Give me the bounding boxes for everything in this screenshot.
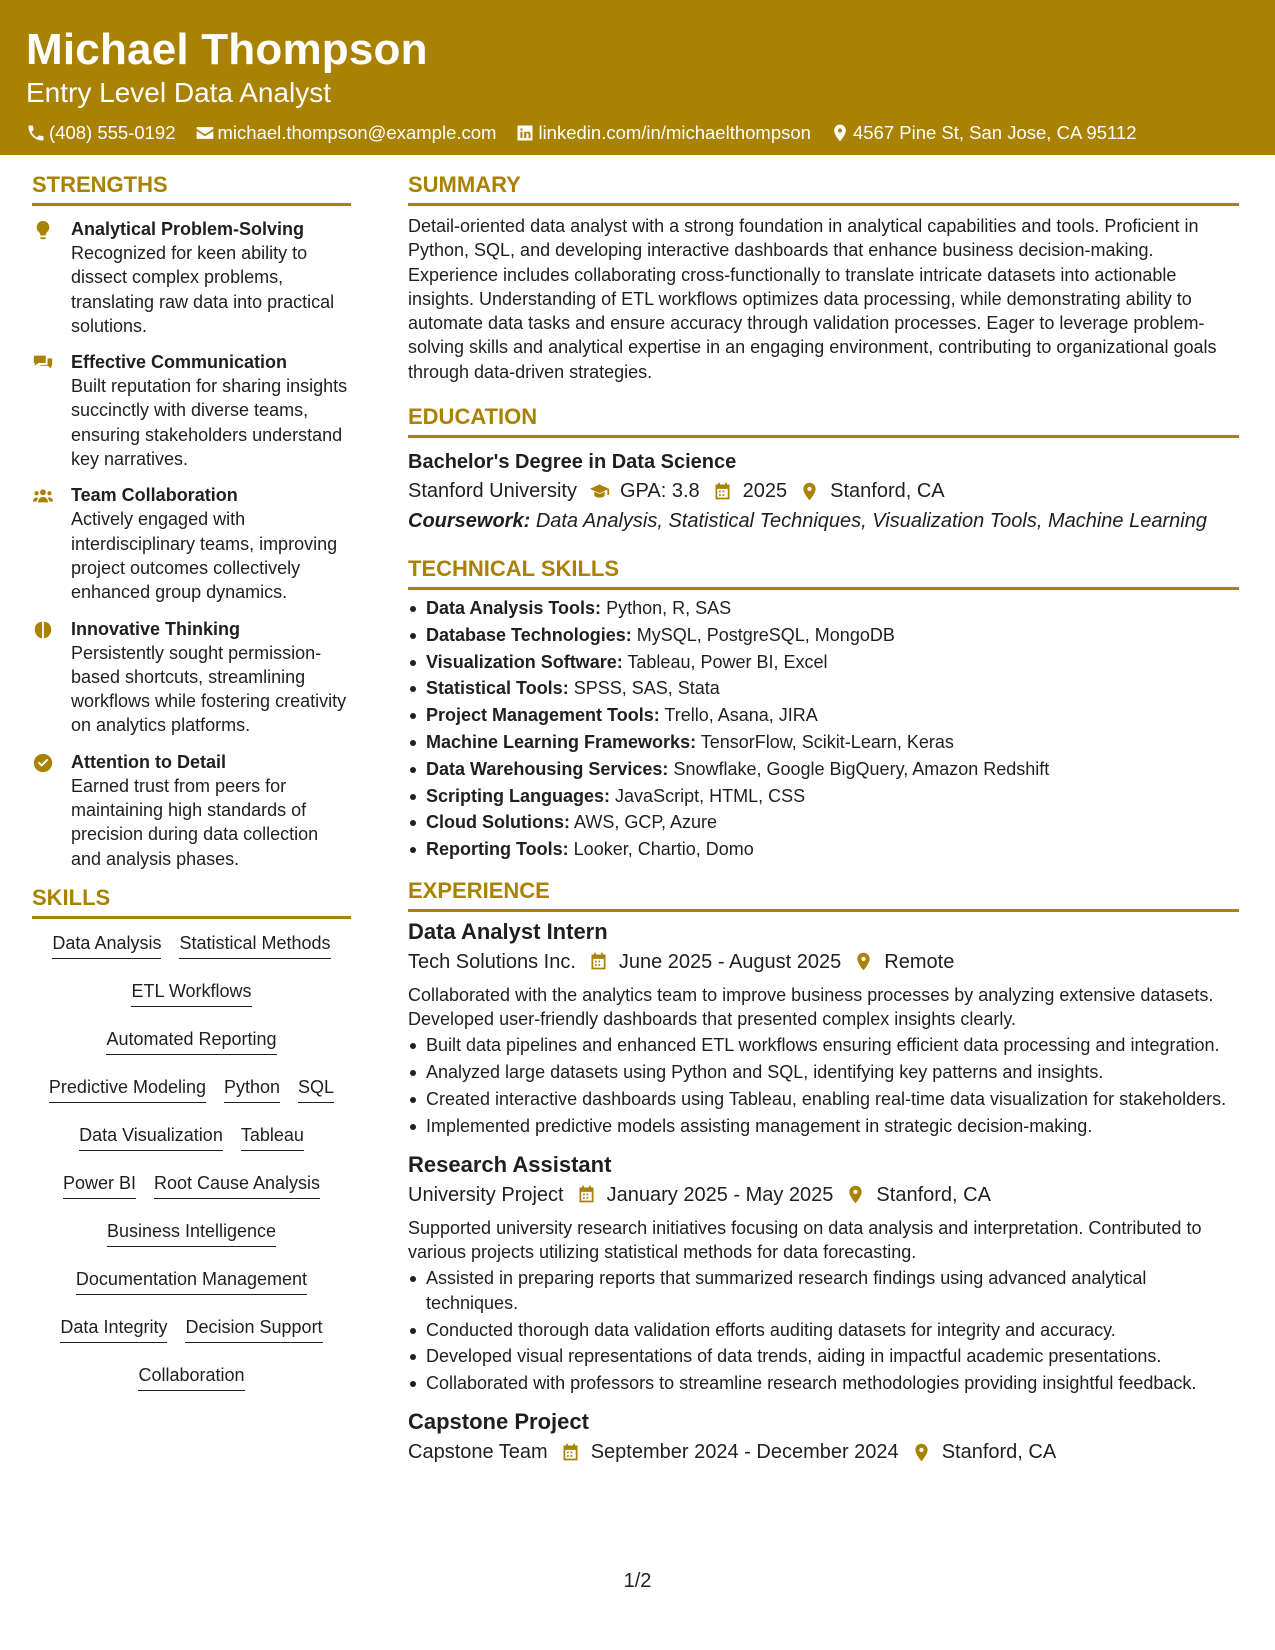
page-number: 1/2 (623, 1570, 652, 1592)
strength-description: Recognized for keen ability to dissect complex problems, translating raw data into practical solutions. (71, 243, 335, 336)
technical-skill-item (408, 810, 1239, 834)
experience-heading: EXPERIENCE (408, 876, 1239, 912)
strength-item (32, 750, 351, 871)
skill-tag: Tableau (241, 1119, 304, 1151)
map-marker-icon (845, 1184, 866, 1205)
candidate-role: Entry Level Data Analyst (26, 77, 332, 108)
map-marker-icon (853, 951, 874, 972)
skill-category: Database Technologies: (426, 624, 632, 645)
job-bullet: Assisted in preparing reports that summarized research findings using advanced analytical techniques. (408, 1266, 1239, 1315)
job-title: Data Analyst Intern (408, 918, 608, 944)
job-bullet: Implemented predictive models assisting management in strategic decision-making. (408, 1114, 1239, 1138)
job-bullets (408, 1033, 1239, 1138)
skill-tag: Statistical Methods (179, 927, 330, 959)
skill-tag: Python (224, 1071, 280, 1103)
strength-title: Attention to Detail (71, 751, 226, 772)
coursework-text: Data Analysis, Statistical Techniques, Visualization Tools, Machine Learning (535, 510, 1207, 533)
job-entry (408, 1150, 1239, 1396)
technical-skill-item (408, 623, 1239, 647)
strength-description: Built reputation for sharing insights succinctly with diverse teams, ensuring stakeholders understand key narratives. (71, 376, 348, 470)
job-entry (408, 1407, 1239, 1467)
strength-description: Persistently sought permission-based shortcuts, streamlining workflows while fostering creativity on analytics platforms. (71, 642, 347, 736)
contact-phone[interactable] (26, 120, 176, 146)
skill-category: Reporting Tools: (426, 839, 569, 860)
skills-list (32, 919, 351, 1407)
skill-category: Visualization Software: (426, 651, 623, 672)
technical-skill-item (408, 703, 1239, 727)
job-bullets (408, 1266, 1239, 1395)
strength-item (32, 617, 351, 738)
technical-skill-item (408, 730, 1239, 754)
skill-values: Tableau, Power BI, Excel (627, 651, 828, 672)
skill-category: Statistical Tools: (426, 678, 569, 699)
graduation-cap-icon (589, 481, 610, 502)
strength-item (32, 217, 351, 338)
skill-category: Scripting Languages: (426, 785, 611, 806)
map-marker-icon (830, 123, 850, 143)
job-location: Remote (884, 950, 955, 973)
skill-tag: ETL Workflows (131, 975, 251, 1007)
skill-tag: Predictive Modeling (49, 1071, 206, 1103)
skill-category: Data Analysis Tools: (426, 598, 602, 619)
lightbulb-icon (32, 219, 54, 241)
skill-values: Trello, Asana, JIRA (664, 705, 818, 726)
skill-values: AWS, GCP, Azure (574, 812, 718, 833)
contact-linkedin[interactable] (515, 120, 811, 146)
skill-tag: Business Intelligence (107, 1215, 276, 1247)
address-text: 4567 Pine St, San Jose, CA 95112 (852, 122, 1137, 143)
map-marker-icon (799, 481, 820, 502)
technical-skill-item (408, 596, 1239, 620)
job-meta (408, 1180, 1239, 1210)
skills-heading: SKILLS (32, 883, 351, 919)
job-meta (408, 947, 1239, 977)
technical-skill-item (408, 837, 1239, 861)
technical-skill-item (408, 784, 1239, 808)
education-meta (408, 476, 1239, 506)
skill-values: Snowflake, Google BigQuery, Amazon Redshift (673, 758, 1050, 779)
job-title: Capstone Project (408, 1409, 589, 1435)
skill-tag: Documentation Management (76, 1263, 307, 1295)
job-bullet: Analyzed large datasets using Python and SQL, identifying key patterns and insights. (408, 1060, 1239, 1084)
job-meta (408, 1437, 1239, 1467)
job-description: Supported university research initiatives focusing on data analysis and interpretation. Contributed to various projects utilizing statistical methods for data forecasting. (408, 1217, 1202, 1263)
job-location: Stanford, CA (941, 1441, 1057, 1464)
coursework-label: Coursework: (408, 510, 531, 533)
skill-values: TensorFlow, Scikit-Learn, Keras (700, 732, 954, 753)
comments-icon (32, 352, 54, 374)
skill-category: Data Warehousing Services: (426, 758, 669, 779)
strength-title: Effective Communication (71, 352, 288, 373)
calendar-icon (576, 1184, 597, 1205)
coursework-line (408, 506, 1239, 536)
strength-item (32, 350, 351, 471)
skill-category: Project Management Tools: (426, 705, 660, 726)
skill-tag: Decision Support (185, 1311, 322, 1343)
job-bullet: Conducted thorough data validation efforts auditing datasets for integrity and accuracy. (408, 1318, 1239, 1342)
strengths-list (32, 217, 351, 871)
degree-title: Bachelor's Degree in Data Science (408, 451, 737, 474)
calendar-icon (588, 951, 609, 972)
job-entry (408, 917, 1239, 1138)
phone-icon (26, 123, 46, 143)
job-title: Research Assistant (408, 1151, 612, 1177)
left-column (32, 170, 351, 1407)
education-heading: EDUCATION (408, 402, 1239, 438)
skill-category: Machine Learning Frameworks: (426, 732, 697, 753)
skill-category: Cloud Solutions: (426, 812, 570, 833)
check-circle-icon (32, 752, 54, 774)
skill-values: Looker, Chartio, Domo (573, 839, 754, 860)
technical-skills-heading: TECHNICAL SKILLS (408, 554, 1239, 590)
phone-text: (408) 555-0192 (49, 122, 176, 143)
envelope-icon (195, 123, 215, 143)
job-bullet: Developed visual representations of data trends, aiding in impactful academic presentations. (408, 1344, 1239, 1368)
contact-bar (26, 120, 1249, 146)
strength-title: Team Collaboration (71, 485, 238, 506)
skill-tag: Power BI (63, 1167, 136, 1199)
skill-values: MySQL, PostgreSQL, MongoDB (636, 624, 895, 645)
right-column (408, 170, 1239, 1479)
strength-description: Earned trust from peers for maintaining high standards of precision during data collection and analysis phases. (71, 775, 319, 869)
skill-tag: Data Analysis (52, 927, 161, 959)
strength-item (32, 483, 351, 604)
strength-title: Analytical Problem-Solving (71, 219, 305, 239)
job-bullet: Built data pipelines and enhanced ETL workflows ensuring efficient data processing and integration. (408, 1033, 1239, 1057)
job-description: Collaborated with the analytics team to improve business processes by analyzing extensive datasets. Developed user-friendly dashboards that presented complex insights clearly. (408, 984, 1214, 1029)
skill-values: JavaScript, HTML, CSS (615, 785, 806, 806)
contact-email[interactable] (195, 120, 497, 146)
skill-values: Python, R, SAS (606, 598, 732, 619)
job-bullet: Created interactive dashboards using Tableau, enabling real-time data visualization for stakeholders. (408, 1087, 1239, 1111)
skill-tag: Data Integrity (60, 1311, 167, 1343)
contact-address (830, 120, 1137, 146)
job-dates: June 2025 - August 2025 (618, 950, 842, 973)
skill-values: SPSS, SAS, Stata (573, 678, 720, 699)
gpa-text: GPA: 3.8 (619, 480, 700, 503)
users-icon (32, 485, 54, 507)
company-name: University Project (408, 1183, 564, 1206)
skill-tag: SQL (298, 1071, 334, 1103)
strengths-heading: STRENGTHS (32, 170, 351, 206)
graduation-year: 2025 (742, 480, 788, 503)
company-name: Capstone Team (408, 1441, 548, 1464)
skill-tag: Automated Reporting (106, 1023, 276, 1055)
skill-tag: Collaboration (138, 1359, 244, 1391)
calendar-icon (712, 481, 733, 502)
summary-heading: SUMMARY (408, 170, 1239, 206)
technical-skill-item (408, 650, 1239, 674)
job-dates: January 2025 - May 2025 (606, 1183, 834, 1206)
job-bullet: Collaborated with professors to streamline research methodologies providing insightful feedback. (408, 1371, 1239, 1395)
school-location: Stanford, CA (830, 480, 945, 503)
email-text: michael.thompson@example.com (217, 122, 497, 143)
technical-skills-list (408, 596, 1239, 861)
summary-text: Detail-oriented data analyst with a strong foundation in analytical capabilities and tools. Proficient in Python, SQL, and developing interactive dashboards that enhance business decision-making. Experience includes collaborating cross-functionally to translate intricate datasets into actionable insights. Understanding of ETL workflows optimizes data processing, while demonstrating ability to automate data tasks and ensure accuracy through validation processes. Eager to leverage problem-solving skills and analytical expertise in an engaging environment, contributing to organizational goals through data-driven strategies. (408, 216, 1217, 382)
technical-skill-item (408, 676, 1239, 700)
job-location: Stanford, CA (876, 1183, 991, 1206)
candidate-name: Michael Thompson (26, 25, 428, 74)
skill-tag: Data Visualization (79, 1119, 223, 1151)
resume-header (0, 0, 1275, 155)
strength-description: Actively engaged with interdisciplinary teams, improving project outcomes collectively enhanced group dynamics. (71, 509, 338, 603)
technical-skill-item (408, 757, 1239, 781)
skill-tag: Root Cause Analysis (154, 1167, 320, 1199)
strength-title: Innovative Thinking (71, 618, 241, 639)
company-name: Tech Solutions Inc. (408, 950, 576, 973)
school-name: Stanford University (408, 480, 577, 503)
linkedin-icon (515, 123, 535, 143)
calendar-icon (560, 1442, 581, 1463)
brain-icon (32, 619, 54, 641)
linkedin-text: linkedin.com/in/michaelthompson (538, 122, 811, 143)
map-marker-icon (911, 1442, 932, 1463)
job-dates: September 2024 - December 2024 (590, 1441, 899, 1464)
